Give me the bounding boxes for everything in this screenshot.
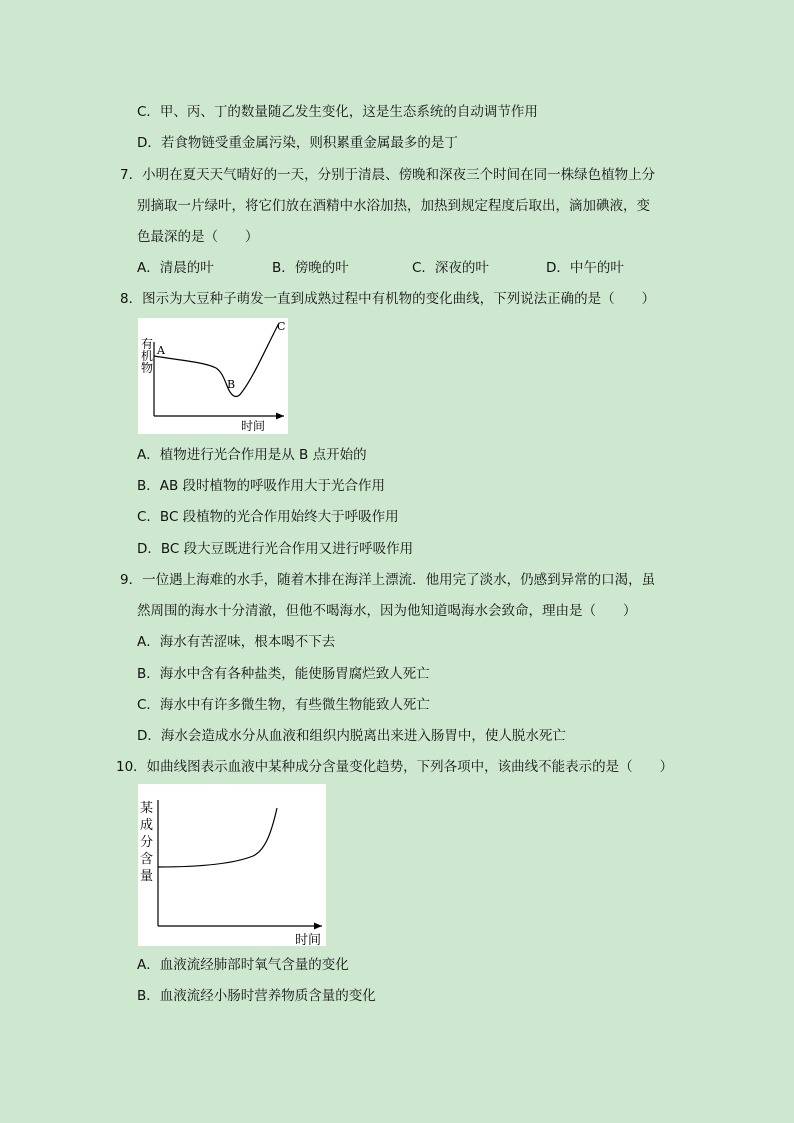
y-axis-label-char-5: 量 <box>140 869 154 884</box>
x-axis-label: 时间 <box>241 419 266 433</box>
q7-stem-line-3: 色最深的是（ ） <box>137 229 259 245</box>
q7-stem-line-2: 别摘取一片绿叶，将它们放在酒精中水浴加热，加热到规定程度后取出，滴加碘液，变 <box>137 198 650 214</box>
y-axis-label-char-3: 分 <box>140 835 154 850</box>
q8-option-b: B．AB 段时植物的呼吸作用大于光合作用 <box>137 478 386 494</box>
component-curve <box>158 808 277 867</box>
point-c-label: C <box>277 320 286 333</box>
x-axis-arrow <box>276 413 284 420</box>
q10-option-a: A．血液流经肺部时氧气含量的变化 <box>137 957 349 973</box>
q9-option-d: D．海水会造成水分从血液和组织内脱离出来进入肠胃中，使人脱水死亡 <box>137 728 566 744</box>
q7-stem-line-1: 7．小明在夏天天气晴好的一天，分别于清晨、傍晚和深夜三个时间在同一株绿色植物上分 <box>120 167 656 183</box>
q10-component-figure <box>138 784 326 946</box>
y-axis-label-char-1: 有 <box>141 337 154 351</box>
q8-option-a: A．植物进行光合作用是从 B 点开始的 <box>137 447 367 463</box>
q8-option-c: C．BC 段植物的光合作用始终大于呼吸作用 <box>137 509 399 525</box>
y-axis-label-char-4: 含 <box>140 852 154 867</box>
q8-stem: 8．图示为大豆种子萌发一直到成熟过程中有机物的变化曲线，下列说法正确的是（ ） <box>120 291 656 307</box>
point-a-label: A <box>157 344 165 357</box>
q6-option-c: C．甲、丙、丁的数量随乙发生变化，这是生态系统的自动调节作用 <box>137 104 538 120</box>
y-axis-label-char-1: 某 <box>140 801 154 816</box>
q8-option-d: D．BC 段大豆既进行光合作用又进行呼吸作用 <box>137 541 414 557</box>
q7-option-a: A．清晨的叶 <box>137 260 214 276</box>
x-axis-label: 时间 <box>295 933 322 946</box>
q9-stem-line-1: 9．一位遇上海难的水手，随着木排在海洋上漂流．他用完了淡水，仍感到异常的口渴，虽 <box>120 572 656 588</box>
q9-option-a: A．海水有苦涩味，根本喝不下去 <box>137 634 336 650</box>
q9-option-c: C．海水中有许多微生物，有些微生物能致人死亡 <box>137 697 430 713</box>
q7-option-b: B．傍晚的叶 <box>272 260 349 276</box>
y-axis-label-char-2: 机 <box>141 349 154 363</box>
q7-option-d: D．中午的叶 <box>546 260 624 276</box>
q6-option-d: D．若食物链受重金属污染，则积累重金属最多的是丁 <box>137 135 458 151</box>
q9-option-b: B．海水中含有各种盐类，能使肠胃腐烂致人死亡 <box>137 666 430 682</box>
q10-option-b: B．血液流经小肠时营养物质含量的变化 <box>137 988 376 1004</box>
y-axis-label-char-3: 物 <box>141 361 154 375</box>
q7-option-c: C．深夜的叶 <box>412 260 489 276</box>
q9-stem-line-2: 然周围的海水十分清澈，但他不喝海水，因为他知道喝海水会致命，理由是（ ） <box>137 603 637 619</box>
organic-matter-curve <box>154 323 279 397</box>
y-axis-label-char-2: 成 <box>140 818 154 833</box>
x-axis-arrow <box>314 923 322 930</box>
q10-stem: 10．如曲线图表示血液中某种成分含量变化趋势，下列各项中，该曲线不能表示的是（ ） <box>116 759 674 775</box>
point-b-label: B <box>227 378 236 391</box>
q8-organic-matter-figure <box>138 318 288 434</box>
